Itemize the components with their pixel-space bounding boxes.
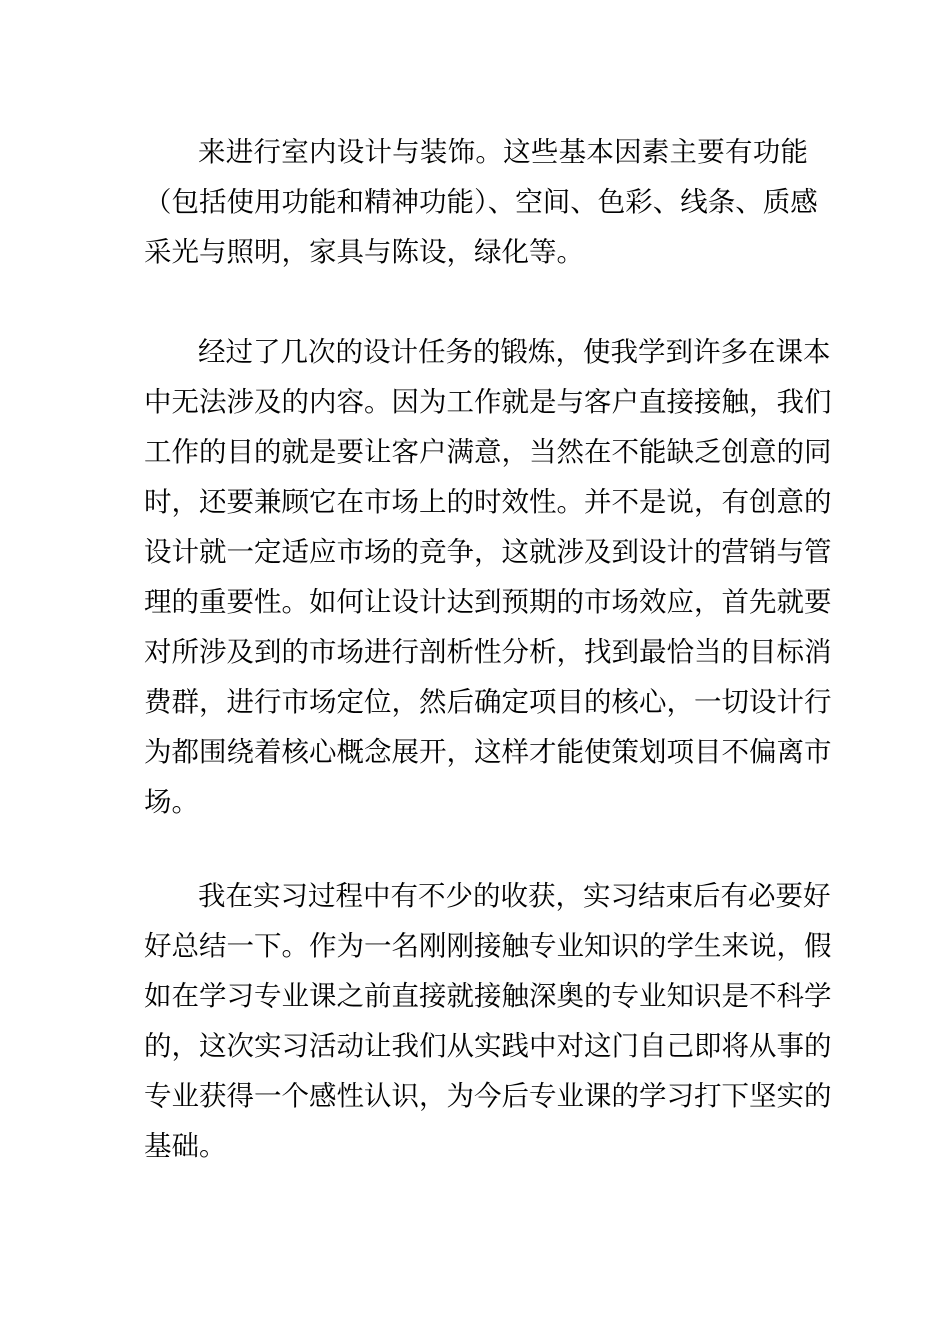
paragraph-line: 场。 — [144, 786, 199, 818]
paragraph-line: 时，还要兼顾它在市场上的时效性。并不是说，有创意的 — [144, 486, 832, 518]
paragraph-line: 理的重要性。如何让设计达到预期的市场效应，首先就要 — [144, 586, 832, 618]
paragraph-line: 设计就一定适应市场的竞争，这就涉及到设计的营销与管 — [144, 536, 832, 568]
paragraph-line: 采光与照明，家具与陈设，绿化等。 — [144, 236, 584, 268]
paragraph-line: 对所涉及到的市场进行剖析性分析，找到最恰当的目标消 — [144, 636, 832, 668]
paragraph-line: 为都围绕着核心概念展开，这样才能使策划项目不偏离市 — [144, 736, 832, 768]
paragraph-line: 好总结一下。作为一名刚刚接触专业知识的学生来说，假 — [144, 930, 832, 962]
paragraph-line: 工作的目的就是要让客户满意，当然在不能缺乏创意的同 — [144, 436, 832, 468]
paragraph-line: 经过了几次的设计任务的锻炼，使我学到许多在课本 — [198, 336, 831, 368]
paragraph-line: 的，这次实习活动让我们从实践中对这门自己即将从事的 — [144, 1030, 832, 1062]
paragraph-line: （包括使用功能和精神功能）、空间、色彩、线条、质感 — [144, 186, 818, 218]
paragraph-line: 中无法涉及的内容。因为工作就是与客户直接接触，我们 — [144, 386, 832, 418]
paragraph-line: 来进行室内设计与装饰。这些基本因素主要有功能 — [198, 136, 808, 168]
paragraph-line: 费群，进行市场定位，然后确定项目的核心，一切设计行 — [144, 686, 832, 718]
paragraph-line: 专业获得一个感性认识，为今后专业课的学习打下坚实的 — [144, 1080, 832, 1112]
paragraph-line: 基础。 — [144, 1130, 227, 1162]
paragraph-line: 如在学习专业课之前直接就接触深奥的专业知识是不科学 — [144, 980, 832, 1012]
paragraph-line: 我在实习过程中有不少的收获，实习结束后有必要好 — [198, 880, 831, 912]
